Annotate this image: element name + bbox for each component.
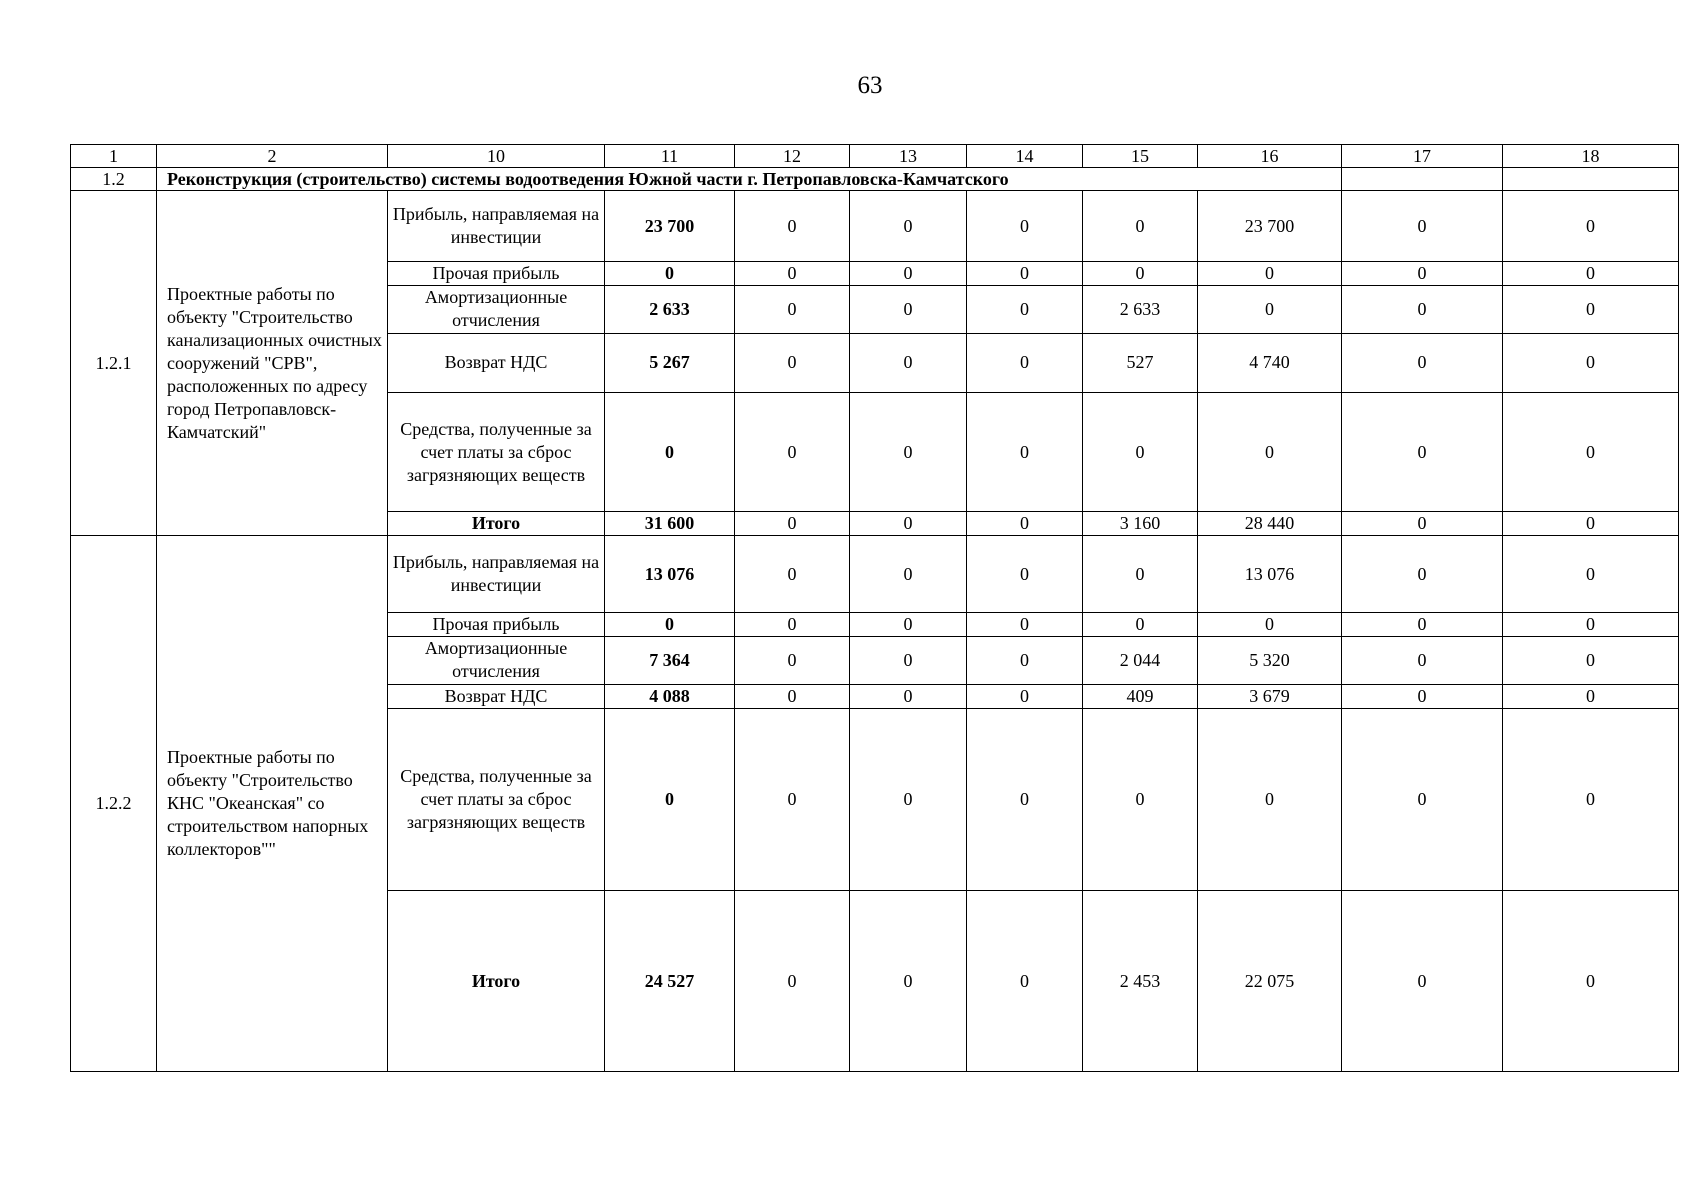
value-cell: 0 bbox=[967, 536, 1083, 613]
value-cell: 0 bbox=[1342, 262, 1503, 286]
value-cell: 0 bbox=[1198, 612, 1342, 636]
funding-source: Средства, полученные за счет платы за сброс загрязняющих веществ bbox=[388, 393, 605, 512]
value-cell: 0 bbox=[967, 393, 1083, 512]
total-value-cell: 2 633 bbox=[605, 286, 735, 333]
value-cell: 0 bbox=[1083, 536, 1198, 613]
value-cell: 0 bbox=[967, 191, 1083, 262]
section-row bbox=[71, 168, 1679, 191]
project-number: 1.2.1 bbox=[71, 191, 157, 536]
total-value-cell: 31 600 bbox=[605, 512, 735, 536]
value-cell: 0 bbox=[1503, 333, 1679, 393]
value-cell: 0 bbox=[735, 708, 850, 891]
column-header: 1 bbox=[71, 145, 157, 168]
column-header: 18 bbox=[1503, 145, 1679, 168]
value-cell: 0 bbox=[850, 536, 967, 613]
value-cell: 0 bbox=[1503, 684, 1679, 708]
value-cell: 0 bbox=[1342, 891, 1503, 1072]
value-cell: 4 740 bbox=[1198, 333, 1342, 393]
value-cell: 0 bbox=[850, 637, 967, 684]
project-name: Проектные работы по объекту "Строительство КНС "Океанская" со строительством напорных коллекторов"" bbox=[157, 536, 388, 1072]
value-cell: 0 bbox=[850, 891, 967, 1072]
value-cell: 0 bbox=[735, 684, 850, 708]
value-cell: 0 bbox=[735, 191, 850, 262]
value-cell: 0 bbox=[1342, 536, 1503, 613]
column-header: 16 bbox=[1198, 145, 1342, 168]
value-cell: 0 bbox=[1342, 393, 1503, 512]
total-value-cell: 24 527 bbox=[605, 891, 735, 1072]
value-cell: 527 bbox=[1083, 333, 1198, 393]
column-header-row bbox=[71, 145, 1679, 168]
value-cell: 0 bbox=[1503, 191, 1679, 262]
value-cell: 0 bbox=[1198, 262, 1342, 286]
value-cell: 0 bbox=[735, 612, 850, 636]
value-cell: 0 bbox=[850, 684, 967, 708]
funding-source: Средства, полученные за счет платы за сброс загрязняющих веществ bbox=[388, 708, 605, 891]
value-cell: 0 bbox=[1503, 708, 1679, 891]
funding-source: Прибыль, направляемая на инвестиции bbox=[388, 536, 605, 613]
column-header: 10 bbox=[388, 145, 605, 168]
value-cell: 13 076 bbox=[1198, 536, 1342, 613]
funding-source: Итого bbox=[388, 891, 605, 1072]
value-cell: 0 bbox=[735, 262, 850, 286]
value-cell: 0 bbox=[850, 286, 967, 333]
total-value-cell: 0 bbox=[605, 393, 735, 512]
value-cell: 0 bbox=[967, 262, 1083, 286]
value-cell: 0 bbox=[1342, 333, 1503, 393]
value-cell: 0 bbox=[735, 536, 850, 613]
section-title: Реконструкция (строительство) системы водоотведения Южной части г. Петропавловска-Камчатского bbox=[157, 168, 1342, 191]
empty-cell bbox=[1503, 168, 1679, 191]
section-number: 1.2 bbox=[71, 168, 157, 191]
table-row bbox=[71, 191, 1679, 262]
value-cell: 2 044 bbox=[1083, 637, 1198, 684]
total-value-cell: 23 700 bbox=[605, 191, 735, 262]
total-value-cell: 0 bbox=[605, 612, 735, 636]
value-cell: 28 440 bbox=[1198, 512, 1342, 536]
funding-source: Прочая прибыль bbox=[388, 262, 605, 286]
value-cell: 0 bbox=[850, 612, 967, 636]
value-cell: 22 075 bbox=[1198, 891, 1342, 1072]
funding-source: Возврат НДС bbox=[388, 684, 605, 708]
value-cell: 23 700 bbox=[1198, 191, 1342, 262]
funding-source: Итого bbox=[388, 512, 605, 536]
table-row bbox=[71, 536, 1679, 613]
project-name: Проектные работы по объекту "Строительство канализационных очистных сооружений "СРВ", расположенных по адресу город Петропавловск-Камчатский" bbox=[157, 191, 388, 536]
funding-source: Возврат НДС bbox=[388, 333, 605, 393]
total-value-cell: 0 bbox=[605, 708, 735, 891]
column-header: 13 bbox=[850, 145, 967, 168]
value-cell: 0 bbox=[850, 333, 967, 393]
value-cell: 0 bbox=[1503, 612, 1679, 636]
value-cell: 0 bbox=[850, 262, 967, 286]
value-cell: 0 bbox=[1342, 286, 1503, 333]
page-number: 63 bbox=[857, 72, 883, 99]
column-header: 12 bbox=[735, 145, 850, 168]
value-cell: 0 bbox=[1503, 512, 1679, 536]
value-cell: 0 bbox=[1083, 393, 1198, 512]
value-cell: 0 bbox=[1083, 191, 1198, 262]
value-cell: 2 453 bbox=[1083, 891, 1198, 1072]
value-cell: 5 320 bbox=[1198, 637, 1342, 684]
column-header: 15 bbox=[1083, 145, 1198, 168]
value-cell: 0 bbox=[1503, 536, 1679, 613]
total-value-cell: 13 076 bbox=[605, 536, 735, 613]
value-cell: 0 bbox=[1342, 612, 1503, 636]
total-value-cell: 4 088 bbox=[605, 684, 735, 708]
investment-table bbox=[70, 144, 1679, 1072]
column-header: 14 bbox=[967, 145, 1083, 168]
value-cell: 0 bbox=[1342, 708, 1503, 891]
funding-source: Прочая прибыль bbox=[388, 612, 605, 636]
value-cell: 0 bbox=[735, 333, 850, 393]
funding-source: Прибыль, направляемая на инвестиции bbox=[388, 191, 605, 262]
value-cell: 0 bbox=[1342, 191, 1503, 262]
value-cell: 0 bbox=[967, 333, 1083, 393]
value-cell: 0 bbox=[1503, 262, 1679, 286]
value-cell: 0 bbox=[735, 512, 850, 536]
empty-cell bbox=[1342, 168, 1503, 191]
value-cell: 0 bbox=[1342, 637, 1503, 684]
column-header: 17 bbox=[1342, 145, 1503, 168]
value-cell: 0 bbox=[967, 512, 1083, 536]
value-cell: 0 bbox=[967, 708, 1083, 891]
value-cell: 0 bbox=[1342, 684, 1503, 708]
value-cell: 0 bbox=[1198, 286, 1342, 333]
value-cell: 0 bbox=[1198, 708, 1342, 891]
value-cell: 0 bbox=[850, 708, 967, 891]
value-cell: 0 bbox=[735, 286, 850, 333]
value-cell: 0 bbox=[1503, 286, 1679, 333]
value-cell: 3 160 bbox=[1083, 512, 1198, 536]
value-cell: 0 bbox=[967, 612, 1083, 636]
value-cell: 409 bbox=[1083, 684, 1198, 708]
value-cell: 0 bbox=[967, 891, 1083, 1072]
total-value-cell: 5 267 bbox=[605, 333, 735, 393]
total-value-cell: 7 364 bbox=[605, 637, 735, 684]
value-cell: 0 bbox=[1342, 512, 1503, 536]
value-cell: 0 bbox=[850, 393, 967, 512]
value-cell: 0 bbox=[1083, 262, 1198, 286]
funding-source: Амортизационные отчисления bbox=[388, 286, 605, 333]
value-cell: 0 bbox=[1503, 891, 1679, 1072]
total-value-cell: 0 bbox=[605, 262, 735, 286]
value-cell: 2 633 bbox=[1083, 286, 1198, 333]
value-cell: 0 bbox=[1083, 708, 1198, 891]
column-header: 2 bbox=[157, 145, 388, 168]
value-cell: 0 bbox=[735, 891, 850, 1072]
value-cell: 0 bbox=[1503, 637, 1679, 684]
value-cell: 3 679 bbox=[1198, 684, 1342, 708]
funding-source: Амортизационные отчисления bbox=[388, 637, 605, 684]
project-number: 1.2.2 bbox=[71, 536, 157, 1072]
value-cell: 0 bbox=[850, 191, 967, 262]
value-cell: 0 bbox=[967, 286, 1083, 333]
value-cell: 0 bbox=[1083, 612, 1198, 636]
value-cell: 0 bbox=[967, 637, 1083, 684]
value-cell: 0 bbox=[967, 684, 1083, 708]
value-cell: 0 bbox=[735, 637, 850, 684]
value-cell: 0 bbox=[735, 393, 850, 512]
column-header: 11 bbox=[605, 145, 735, 168]
value-cell: 0 bbox=[1198, 393, 1342, 512]
value-cell: 0 bbox=[850, 512, 967, 536]
value-cell: 0 bbox=[1503, 393, 1679, 512]
